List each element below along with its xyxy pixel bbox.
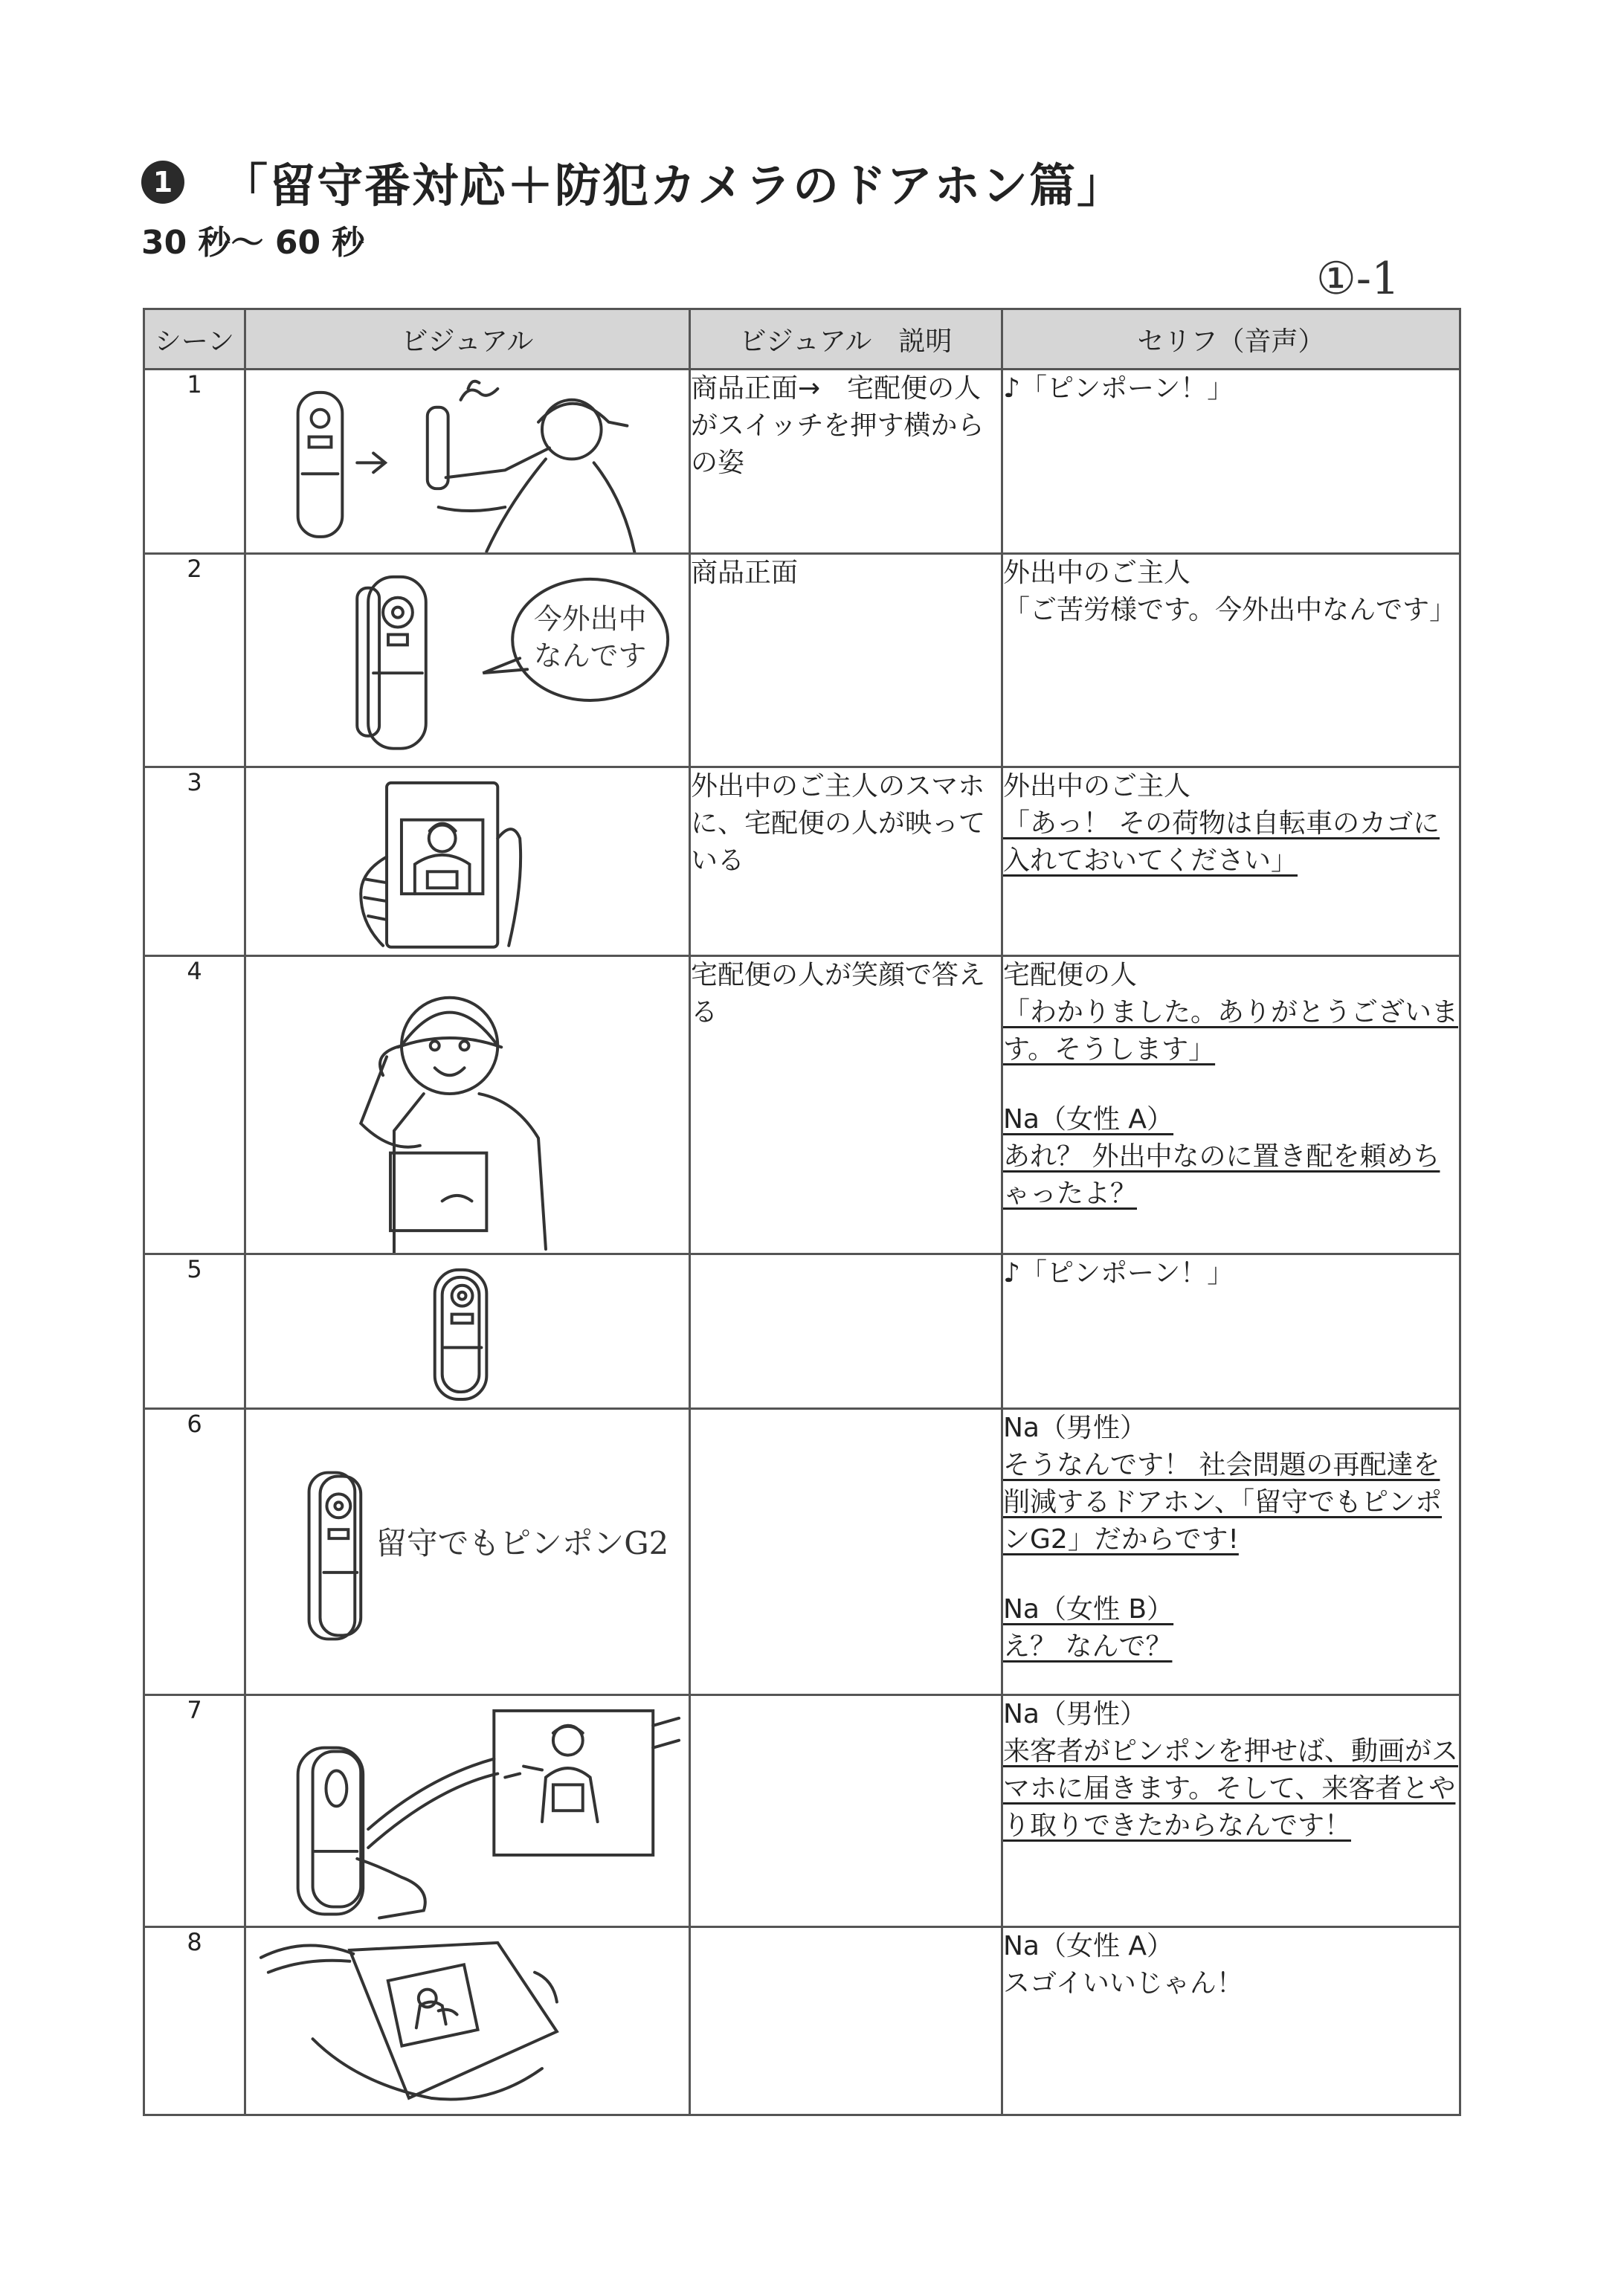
scene-number: 3 [144, 767, 245, 956]
table-row [144, 956, 1460, 1254]
hand-holding-smartphone-sketch [246, 1928, 689, 2115]
dialogue-line: ♪「ピンポーン！」 [1003, 1258, 1234, 1289]
dialogue-line: あれ？ 外出中なのに置き配を頼めちゃったよ？ [1003, 1141, 1440, 1210]
col-header-dialogue: セリフ（音声） [1002, 309, 1460, 370]
product-name-sketch [246, 1410, 689, 1694]
visual-sketch [245, 553, 690, 767]
visual-sketch [245, 1409, 690, 1695]
scene-number: 2 [144, 553, 245, 767]
visual-description: 外出中のご主人のスマホに、宅配便の人が映っている [690, 767, 1002, 956]
dialogue-cell [1002, 553, 1460, 767]
scene-number: 1 [144, 370, 245, 554]
visual-description: 宅配便の人が笑顔で答える [690, 956, 1002, 1254]
storyboard-table [143, 308, 1461, 2116]
dialogue-speaker: 宅配便の人 [1003, 960, 1138, 991]
dialogue-speaker: 外出中のご主人 [1003, 557, 1191, 588]
visual-description: 商品正面 [690, 553, 1002, 767]
scene-number: 7 [144, 1695, 245, 1926]
dialogue-cell [1002, 956, 1460, 1254]
scene-number: 4 [144, 956, 245, 1254]
doorbell-to-video-sketch [246, 1696, 689, 1925]
table-row [144, 1409, 1460, 1695]
delivery-person-smiling-sketch [246, 957, 689, 1253]
page-title: 「留守番対応＋防犯カメラのドアホン篇」 [222, 158, 1125, 213]
dialogue-cell [1002, 767, 1460, 956]
dialogue-line: 「ご苦労様です。今外出中なんです」 [1003, 594, 1457, 625]
dialogue-line: そうなんです！ 社会問題の再配達を削減するドアホン、「留守でもピンポンG2」だからです! [1003, 1450, 1443, 1555]
doorphone-front-sketch [246, 1255, 689, 1407]
table-row [144, 1254, 1460, 1409]
duration-label: 30 秒〜 60 秒 [141, 224, 365, 262]
dialogue-cell [1002, 1926, 1460, 2115]
col-header-scene: シーン [144, 309, 245, 370]
table-row [144, 1926, 1460, 2115]
visual-sketch [245, 1926, 690, 2115]
dialogue-speaker: Na（女性 A） [1003, 1930, 1174, 1961]
dialogue-line: ♪「ピンポーン！」 [1003, 373, 1234, 404]
doorphone-speech-sketch [246, 555, 689, 767]
visual-sketch [245, 1695, 690, 1926]
smartphone-video-sketch [246, 768, 689, 955]
dialogue-speaker: Na（女性 B） [1003, 1594, 1174, 1625]
page-code: ①-1 [1316, 253, 1400, 305]
dialogue-speaker: Na（男性） [1003, 1413, 1147, 1443]
table-row [144, 767, 1460, 956]
visual-sketch [245, 1254, 690, 1409]
dialogue-cell [1002, 1409, 1460, 1695]
visual-description: 商品正面→ 宅配便の人がスイッチを押す横からの姿 [690, 370, 1002, 554]
dialogue-cell [1002, 1254, 1460, 1409]
dialogue-speaker: Na（女性 A） [1003, 1104, 1174, 1135]
speech-bubble-line2: なんです [534, 639, 647, 673]
scene-number: 6 [144, 1409, 245, 1695]
col-header-visual: ビジュアル [245, 309, 690, 370]
speech-bubble-line1: 今外出中 [534, 602, 647, 636]
dialogue-line: 来客者がピンポンを押せば、動画がスマホに届きます。そして、来客者とやり取りできたからなんです！ [1003, 1736, 1459, 1842]
table-row [144, 1695, 1460, 1926]
dialogue-line: スゴイいいじゃん！ [1003, 1967, 1243, 1999]
col-header-visual-desc: ビジュアル 説明 [690, 309, 1002, 370]
product-name-caption: 留守でもピンポンG2 [376, 1525, 669, 1562]
visual-sketch [245, 370, 690, 554]
dialogue-speaker: Na（男性） [1003, 1699, 1147, 1730]
table-header-row [144, 309, 1460, 370]
table-row [144, 553, 1460, 767]
dialogue-line: 「わかりました。ありがとうございます。そうします」 [1003, 997, 1459, 1065]
dialogue-cell [1002, 1695, 1460, 1926]
visual-description [690, 1926, 1002, 2115]
number-badge: 1 [141, 161, 184, 204]
table-row [144, 370, 1460, 554]
scene-number: 5 [144, 1254, 245, 1409]
dialogue-line: え？ なんで？ [1003, 1631, 1173, 1662]
visual-description [690, 1254, 1002, 1409]
visual-description [690, 1695, 1002, 1926]
dialogue-line: 「あっ！ その荷物は自転車のカゴに入れておいてください」 [1003, 808, 1440, 877]
scene-number: 8 [144, 1926, 245, 2115]
dialogue-cell [1002, 370, 1460, 554]
doorbell-press-sketch [246, 370, 689, 552]
visual-sketch [245, 767, 690, 956]
dialogue-speaker: 外出中のご主人 [1003, 771, 1191, 802]
visual-description [690, 1409, 1002, 1695]
title-row [141, 149, 1124, 215]
visual-sketch [245, 956, 690, 1254]
